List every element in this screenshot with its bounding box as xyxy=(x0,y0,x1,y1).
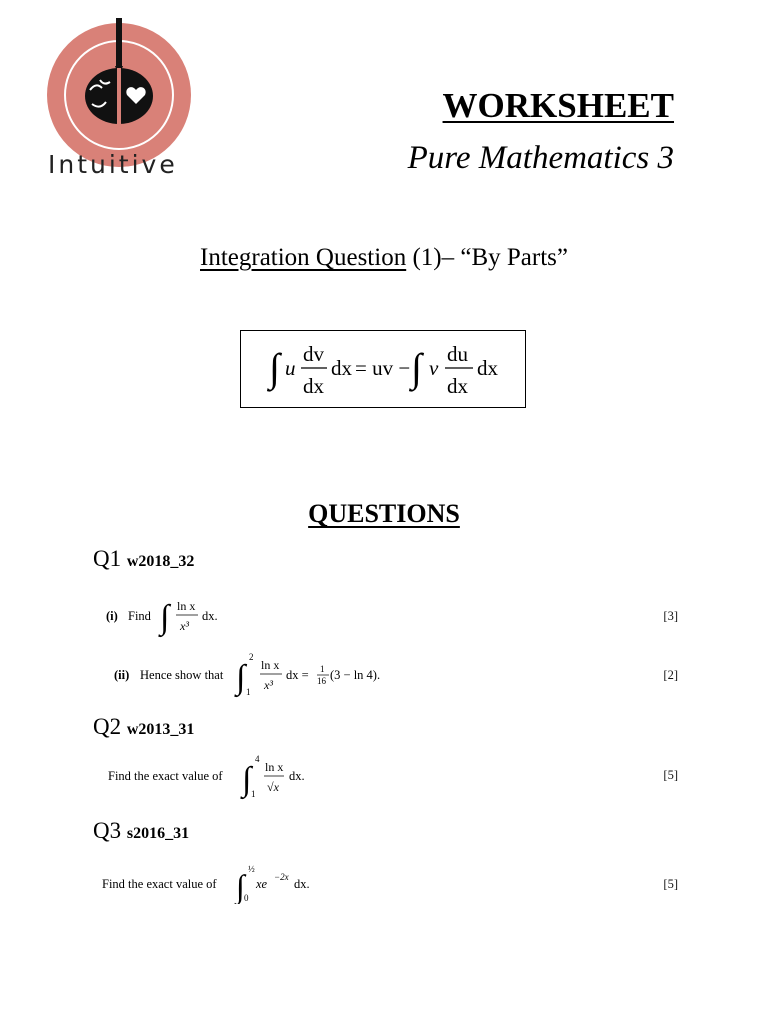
marks: [3] xyxy=(663,609,678,623)
q2-question xyxy=(108,754,428,802)
svg-text:16: 16 xyxy=(317,676,326,686)
svg-text:√x: √x xyxy=(267,780,279,794)
svg-text:du: du xyxy=(447,342,468,366)
q1-part-i xyxy=(100,594,420,638)
worksheet-subtitle: Pure Mathematics 3 xyxy=(407,140,674,176)
svg-text:1: 1 xyxy=(320,664,325,674)
svg-text:dx: dx xyxy=(331,356,352,380)
q1-part-ii xyxy=(108,650,428,698)
svg-text:Hence show that: Hence show that xyxy=(140,668,224,682)
svg-text:(3 − ln 4).: (3 − ln 4). xyxy=(330,668,381,682)
svg-text:∫: ∫ xyxy=(160,599,170,636)
svg-text:∫: ∫ xyxy=(242,761,252,798)
svg-text:(i): (i) xyxy=(106,609,118,623)
svg-text:dx =: dx = xyxy=(286,668,309,682)
svg-text:Find the exact value of: Find the exact value of xyxy=(102,877,217,891)
svg-text:1: 1 xyxy=(251,789,256,799)
svg-text:= uv −: = uv − xyxy=(355,356,411,380)
svg-text:ln x: ln x xyxy=(177,599,196,613)
svg-text:u: u xyxy=(285,356,296,380)
topic-heading xyxy=(0,244,768,272)
topic-suffix: (1)– “By Parts” xyxy=(406,244,568,271)
by-parts-formula xyxy=(240,330,526,408)
question-code: w2013_31 xyxy=(126,721,195,738)
brain-icon xyxy=(85,68,153,124)
marks: [2] xyxy=(663,668,678,682)
marks: [5] xyxy=(663,877,678,891)
svg-text:2: 2 xyxy=(249,652,254,662)
question-code: s2016_31 xyxy=(126,825,190,842)
svg-text:dx.: dx. xyxy=(202,609,218,623)
q3-question xyxy=(102,860,422,904)
svg-text:ln x: ln x xyxy=(261,658,280,672)
svg-text:Find the exact value of: Find the exact value of xyxy=(108,769,223,783)
svg-text:Find: Find xyxy=(128,609,151,623)
svg-text:½: ½ xyxy=(248,864,255,874)
questions-heading: QUESTIONS xyxy=(308,499,460,528)
svg-text:dx.: dx. xyxy=(294,877,310,891)
svg-text:dx: dx xyxy=(477,356,498,380)
svg-text:x³: x³ xyxy=(180,619,189,633)
logo-wordmark: Intuitive xyxy=(48,150,178,179)
svg-text:4: 4 xyxy=(255,754,260,764)
svg-text:dx: dx xyxy=(303,374,324,398)
svg-text:∫: ∫ xyxy=(269,345,280,390)
worksheet-title: WORKSHEET xyxy=(442,86,674,125)
svg-text:−2x: −2x xyxy=(274,872,289,882)
svg-text:(ii): (ii) xyxy=(114,668,130,682)
question-2-label: Q2 w2013_31 xyxy=(93,714,195,739)
svg-text:∫: ∫ xyxy=(411,345,422,390)
question-code: w2018_32 xyxy=(126,553,195,570)
svg-text:dx: dx xyxy=(447,374,468,398)
svg-text:1: 1 xyxy=(246,687,251,697)
svg-text:dv: dv xyxy=(303,342,324,366)
question-3-label: Q3 s2016_31 xyxy=(93,818,190,843)
svg-text:∫: ∫ xyxy=(236,868,245,904)
svg-text:v: v xyxy=(429,356,439,380)
marks: [5] xyxy=(663,768,678,782)
svg-text:∫: ∫ xyxy=(236,659,246,696)
svg-text:dx.: dx. xyxy=(289,769,305,783)
svg-text:0: 0 xyxy=(244,893,249,903)
svg-text:ln x: ln x xyxy=(265,760,284,774)
question-1-label: Q1 w2018_32 xyxy=(93,546,195,571)
svg-text:xe: xe xyxy=(256,877,268,891)
svg-text:x³: x³ xyxy=(264,678,273,692)
topic-main: Integration Question xyxy=(200,244,407,271)
